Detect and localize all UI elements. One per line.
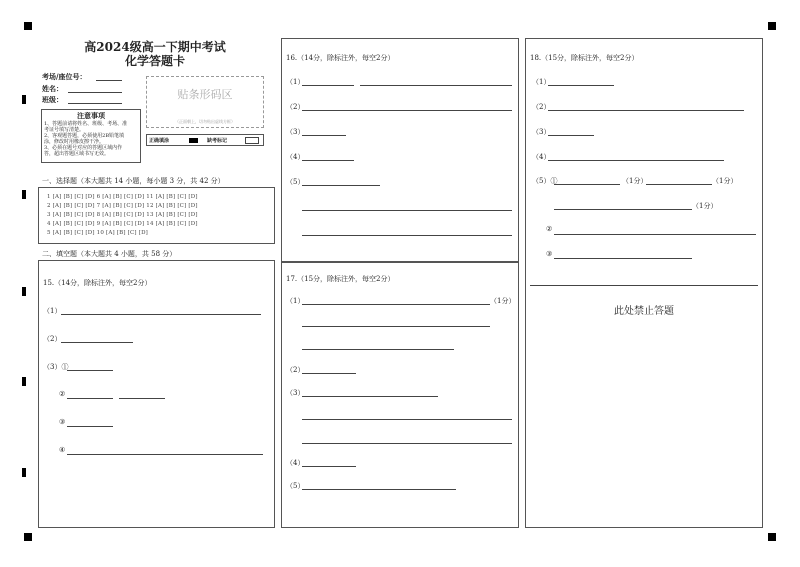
q17-answer-3c[interactable] (302, 443, 512, 444)
q16-answer-5a[interactable] (302, 185, 380, 186)
q18-item-7: ③ (546, 250, 553, 258)
barcode-area (146, 76, 264, 128)
class-field[interactable] (68, 103, 122, 104)
q15-title: 15.（14分，除标注外，每空2分） (43, 279, 152, 287)
barcode-note: （正面朝上，切勿贴出虚线方框） (175, 119, 235, 124)
q17-item-3: （3） (286, 389, 305, 397)
correct-fill-label: 正确填涂 (149, 138, 170, 144)
notice-line: 1、答题前请将姓名、班级、考场、准 (44, 121, 128, 127)
q18-score-c: （1分） (692, 202, 718, 210)
q16-answer-5b[interactable] (302, 210, 512, 211)
q17-panel (281, 262, 519, 528)
q15-item-4: ② (59, 390, 66, 398)
notice-line: 答，超出答题区域书写无效。 (44, 151, 110, 157)
timing-mark (22, 190, 26, 199)
q18-item-3: （3） (532, 128, 551, 136)
notice-line: 考证号填写清楚。 (44, 127, 85, 133)
q17-item-4: （4） (286, 459, 305, 467)
q15-answer-6[interactable] (67, 454, 263, 455)
correct-fill-sample (189, 138, 198, 143)
q15-item-5: ③ (59, 418, 66, 426)
q18-item-6: ② (546, 225, 553, 233)
q15-item-1: （1） (43, 307, 62, 315)
q18-answer-6[interactable] (554, 234, 756, 235)
q16-item-5: （5） (286, 178, 305, 186)
q15-item-3: （3）① (43, 363, 69, 371)
q17-item-1: （1） (286, 297, 305, 305)
q17-item-2: （2） (286, 366, 305, 374)
q16-title: 16.（14分，除标注外，每空2分） (286, 54, 395, 62)
timing-mark (22, 287, 26, 296)
q15-answer-4b[interactable] (119, 398, 165, 399)
q18-answer-3[interactable] (548, 135, 594, 136)
q18-score-b: （1分） (712, 177, 738, 185)
q18-item-5: （5）① (532, 177, 558, 185)
notice-line: 2、客观题答题，必须使用2B铅笔填 (44, 133, 125, 139)
card-title: 化学答题卡 (124, 54, 185, 68)
mcq-row[interactable]: 4 [A] [B] [C] [D] 9 [A] [B] [C] [D] 14 [A] [B] [C] [D] (47, 221, 198, 227)
notice-line: 涂，修改时用橡皮擦干净。 (44, 139, 105, 145)
q17-answer-5[interactable] (302, 489, 456, 490)
q17-item-5: （5） (286, 482, 305, 490)
absent-mark-label: 缺考标记 (207, 138, 228, 144)
room-seat-label: 考场/座位号： (42, 72, 87, 81)
q16-answer-1b[interactable] (360, 85, 512, 86)
timing-mark (22, 377, 26, 386)
absent-mark-box[interactable] (245, 137, 259, 144)
room-seat-field[interactable] (96, 80, 122, 81)
notice-box (41, 109, 141, 163)
forbidden-divider (530, 285, 758, 286)
q17-answer-1a[interactable] (302, 304, 490, 305)
q16-item-2: （2） (286, 103, 305, 111)
q15-item-6: ④ (59, 446, 66, 454)
q17-answer-4[interactable] (302, 466, 356, 467)
q17-answer-1c[interactable] (302, 349, 454, 350)
q16-answer-2[interactable] (302, 110, 512, 111)
q16-item-3: （3） (286, 128, 305, 136)
mcq-row[interactable]: 3 [A] [B] [C] [D] 8 [A] [B] [C] [D] 13 [A] [B] [C] [D] (47, 212, 198, 218)
name-field[interactable] (68, 92, 122, 93)
q18-answer-5a[interactable] (554, 184, 620, 185)
registration-mark (768, 533, 776, 541)
notice-title: 注意事项 (77, 111, 105, 120)
q16-answer-3[interactable] (302, 135, 346, 136)
q18-answer-1[interactable] (548, 85, 614, 86)
q15-answer-3[interactable] (67, 370, 113, 371)
section1-heading: 一、选择题（本大题共 14 小题，每小题 3 分，共 42 分） (42, 177, 225, 185)
forbidden-zone-label: 此处禁止答题 (614, 306, 674, 317)
timing-mark (22, 95, 26, 104)
q16-answer-1a[interactable] (302, 85, 354, 86)
q18-score-a: （1分） (622, 177, 648, 185)
registration-mark (768, 22, 776, 30)
q15-answer-2[interactable] (61, 342, 133, 343)
notice-line: 3、必须在题号对应的答题区域内作 (44, 145, 123, 151)
q18-answer-5c[interactable] (554, 209, 692, 210)
q16-item-4: （4） (286, 153, 305, 161)
q16-panel (281, 38, 519, 262)
timing-mark (22, 468, 26, 477)
q18-item-1: （1） (532, 78, 551, 86)
mcq-row[interactable]: 1 [A] [B] [C] [D] 6 [A] [B] [C] [D] 11 [A] [B] [C] [D] (47, 194, 198, 200)
q18-answer-5b[interactable] (646, 184, 712, 185)
q15-answer-1[interactable] (61, 314, 261, 315)
q18-title: 18.（15分，除标注外，每空2分） (530, 54, 639, 62)
section2-heading: 二、填空题（本大题共 4 小题，共 58 分） (42, 250, 177, 258)
registration-mark (24, 22, 32, 30)
q17-answer-2[interactable] (302, 373, 356, 374)
q18-item-2: （2） (532, 103, 551, 111)
mcq-row[interactable]: 2 [A] [B] [C] [D] 7 [A] [B] [C] [D] 12 [A] [B] [C] [D] (47, 203, 198, 209)
q16-answer-4[interactable] (302, 160, 354, 161)
q17-answer-1b[interactable] (302, 326, 490, 327)
q17-score-1: （1分） (490, 297, 516, 305)
name-label: 姓名： (42, 84, 63, 93)
q18-answer-4[interactable] (548, 160, 724, 161)
q17-answer-3b[interactable] (302, 419, 512, 420)
q15-answer-4a[interactable] (67, 398, 113, 399)
fill-mark-box (146, 134, 264, 146)
registration-mark (24, 533, 32, 541)
barcode-label: 贴条形码区 (177, 88, 233, 101)
q17-title: 17.（15分，除标注外，每空2分） (286, 275, 395, 283)
mcq-box (38, 187, 275, 244)
q18-answer-2[interactable] (548, 110, 744, 111)
q18-item-4: （4） (532, 153, 551, 161)
q16-item-1: （1） (286, 78, 305, 86)
q18-answer-7[interactable] (554, 258, 692, 259)
class-label: 班级： (42, 95, 63, 104)
q15-item-2: （2） (43, 335, 62, 343)
q15-answer-5[interactable] (67, 426, 113, 427)
mcq-row[interactable]: 5 [A] [B] [C] [D] 10 [A] [B] [C] [D] (47, 230, 149, 236)
q16-answer-5c[interactable] (302, 235, 512, 236)
exam-title: 高2024级高一下期中考试 (84, 40, 226, 54)
q15-panel (38, 260, 275, 528)
q17-answer-3a[interactable] (302, 396, 438, 397)
q18-panel (525, 38, 763, 528)
